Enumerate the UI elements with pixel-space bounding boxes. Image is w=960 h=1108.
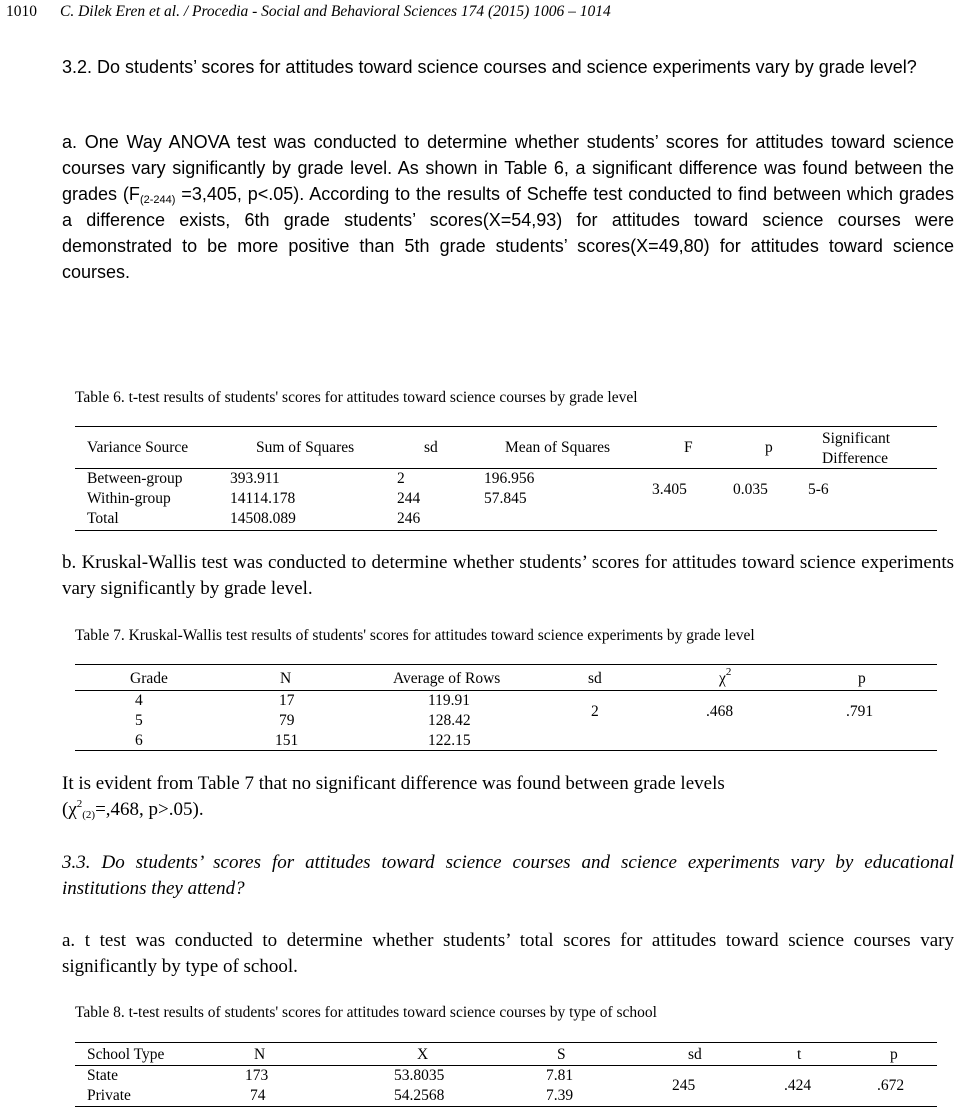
table8-top-rule xyxy=(75,1042,937,1043)
table8-mid-rule xyxy=(75,1065,937,1066)
table6-row2-ss: 14508.089 xyxy=(230,510,296,527)
table6-row0-source: Between-group xyxy=(87,470,183,487)
table6-header-ms: Mean of Squares xyxy=(505,439,611,456)
table7-chi-value: .468 xyxy=(706,703,734,720)
table6-header-p: p xyxy=(765,439,773,456)
table8-header-sd: sd xyxy=(688,1046,702,1063)
table8-sd-value: 245 xyxy=(672,1077,696,1094)
section-3-3-heading: 3.3. Do students’ scores for attitudes toward science courses and science experiments vary by educational institutions they attend? xyxy=(62,852,954,899)
table7-header-sd: sd xyxy=(588,670,602,687)
table7-row2-grade: 6 xyxy=(135,732,143,749)
table6-header-source: Variance Source xyxy=(87,439,189,456)
table7-mid-rule xyxy=(75,690,937,691)
table6-row0-sd: 2 xyxy=(397,470,405,487)
table6-bottom-rule xyxy=(75,530,937,531)
table6-header-sd: sd xyxy=(424,439,438,456)
table6-row2-source: Total xyxy=(87,510,119,527)
table7-row1-grade: 5 xyxy=(135,712,143,729)
table7-header-p: p xyxy=(858,670,866,687)
paragraph-evident-line2 xyxy=(62,797,954,823)
table8-header-t: t xyxy=(797,1046,802,1063)
table8-header-s: S xyxy=(557,1046,566,1063)
paragraph-evident-line1: It is evident from Table 7 that no significant difference was found between grade levels xyxy=(62,773,725,794)
table7-row1-avg: 128.42 xyxy=(428,712,471,729)
paragraph-evident xyxy=(62,771,954,823)
table6-row1-ms: 57.845 xyxy=(484,490,527,507)
table8-header-n: N xyxy=(254,1046,266,1063)
table8-header-x: X xyxy=(417,1046,429,1063)
paragraph-anova-part2: =3,405, p<.05). According to the results of Scheffe test conducted to find between which grades a difference exists, 6th grade students’ scores(X=54,93) for attitudes toward science courses were demonstrated to be more positive than 5th grade students’ scores(X=49,80) for attitudes toward science courses. xyxy=(62,184,954,282)
paragraph-evident-sup: 2 xyxy=(76,798,83,810)
table6-header-sig1: Significant xyxy=(822,430,891,447)
table6-row1-ss: 14114.178 xyxy=(230,490,296,507)
table7-header-chi xyxy=(719,666,732,689)
page-number: 1010 xyxy=(6,3,37,20)
table7-header-grade: Grade xyxy=(130,670,168,687)
table8-row1-n: 74 xyxy=(250,1087,266,1104)
table8-p-value: .672 xyxy=(877,1077,905,1094)
table7-header-n: N xyxy=(280,670,292,687)
paragraph-kruskal: b. Kruskal-Wallis test was conducted to determine whether students’ scores for attitudes toward science experiments vary significantly by grade level. xyxy=(62,552,954,599)
section-3-2-heading: 3.2. Do students’ scores for attitudes toward science courses and science experiments vary by grade level? xyxy=(62,57,917,77)
table8-row0-school: State xyxy=(87,1067,118,1084)
table8-bottom-rule xyxy=(75,1106,937,1107)
paragraph-evident-chi: (χ xyxy=(62,799,77,820)
table8-row1-x: 54.2568 xyxy=(394,1087,445,1104)
table8-header-school: School Type xyxy=(87,1046,165,1063)
table6-header-f: F xyxy=(684,439,693,456)
table6-p-value: 0.035 xyxy=(733,481,768,498)
paragraph-anova xyxy=(62,129,954,285)
table6-f-value: 3.405 xyxy=(652,481,687,498)
table6-row2-sd: 246 xyxy=(397,510,421,527)
table7-header-avg: Average of Rows xyxy=(393,670,501,687)
table6-sig-value: 5-6 xyxy=(808,481,829,498)
table7-top-rule xyxy=(75,664,937,665)
table8-caption: Table 8. t-test results of students' scores for attitudes toward science courses by type of school xyxy=(75,1004,657,1021)
paragraph-anova-subscript: (2-244) xyxy=(139,194,176,206)
paragraph-school-type: a. t test was conducted to determine whether students’ total scores for attitudes toward science courses vary significantly by type of school. xyxy=(62,930,954,977)
table8-row0-x: 53.8035 xyxy=(394,1067,445,1084)
table8-t-value: .424 xyxy=(784,1077,812,1094)
paragraph-anova-part1: a. One Way ANOVA test was conducted to determine whether students’ scores for attitudes toward science courses vary significantly by grade level. As shown in Table 6, a significant difference was found between the grades (F xyxy=(62,132,954,204)
table7-row0-avg: 119.91 xyxy=(428,692,471,709)
journal-citation: C. Dilek Eren et al. / Procedia - Social and Behavioral Sciences 174 (2015) 1006 – 1014 xyxy=(60,3,611,20)
table6-caption: Table 6. t-test results of students' scores for attitudes toward science courses by grade level xyxy=(75,389,638,406)
table8-row1-s: 7.39 xyxy=(546,1087,574,1104)
table8-row1-school: Private xyxy=(87,1087,131,1104)
table7-row1-n: 79 xyxy=(279,712,295,729)
table6-row1-source: Within-group xyxy=(87,490,171,507)
table7-caption: Table 7. Kruskal-Wallis test results of students' scores for attitudes toward science experiments by grade level xyxy=(75,627,755,644)
table7-sd-value: 2 xyxy=(591,703,599,720)
table6-top-rule xyxy=(75,426,937,427)
table7-header-chi-sup: 2 xyxy=(725,666,732,678)
table6-row1-sd: 244 xyxy=(397,490,421,507)
table6-header-ss: Sum of Squares xyxy=(256,439,355,456)
table8-header-p: p xyxy=(890,1046,898,1063)
table7-bottom-rule xyxy=(75,750,937,751)
table7-row0-n: 17 xyxy=(279,692,295,709)
table8-row0-n: 173 xyxy=(245,1067,269,1084)
table6-header-sig2: Difference xyxy=(822,450,888,467)
table7-row2-n: 151 xyxy=(275,732,299,749)
table7-header-chi-symbol: χ xyxy=(719,670,726,687)
table7-p-value: .791 xyxy=(846,703,874,720)
table7-row2-avg: 122.15 xyxy=(428,732,471,749)
table6-row0-ss: 393.911 xyxy=(230,470,280,487)
table6-row0-ms: 196.956 xyxy=(484,470,535,487)
table7-row0-grade: 4 xyxy=(135,692,143,709)
table8-row0-s: 7.81 xyxy=(546,1067,574,1084)
paragraph-evident-sub: (2) xyxy=(82,809,96,821)
paragraph-evident-rest: =,468, p>.05). xyxy=(95,799,204,820)
